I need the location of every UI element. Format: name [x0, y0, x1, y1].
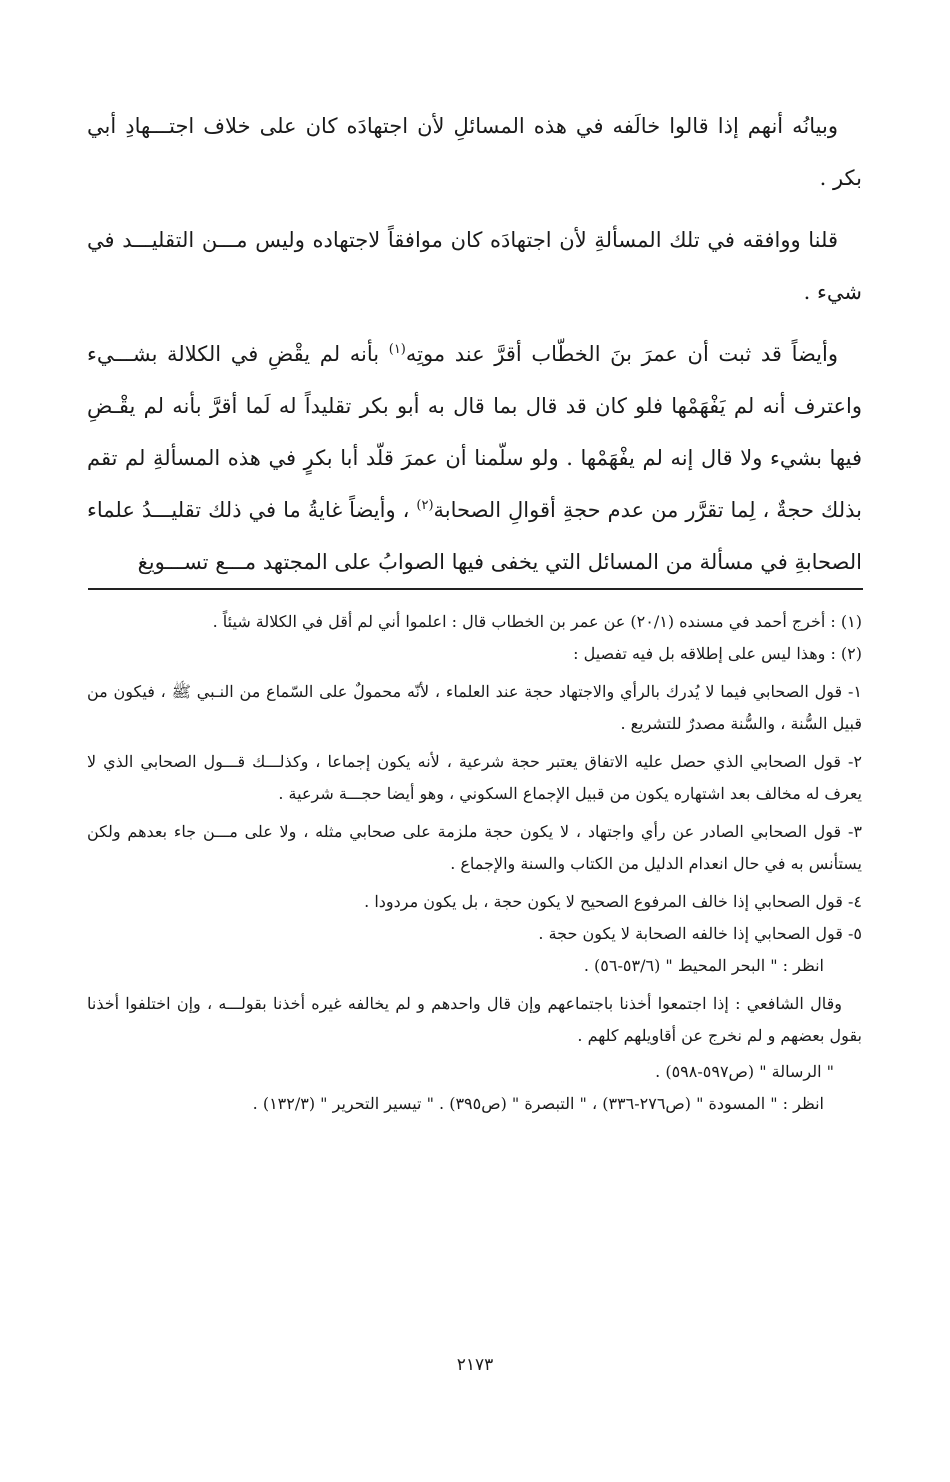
footnote-ref-1: (١) — [388, 342, 406, 357]
paragraph-1-text: وبيانُه أنهم إذا قالوا خالَفه في هذه المسائلِ لأن اجتهادَه كان على خلاف اجتـــهادِ أبي بكر . — [87, 114, 862, 190]
footnote-2: (٢) : وهذا ليس على إطلاقه بل فيه تفصيل : — [573, 644, 862, 663]
main-text — [87, 100, 862, 598]
paragraph-2 — [87, 214, 862, 318]
footnote-1: (١) : أخرج أحمد في مسنده (٢٠/١) عن عمر بن الخطاب قال : اعلموا أني لم أقل في الكلالة شيئاً . — [212, 612, 862, 631]
footnote-item-3: ٣- قول الصحابي الصادر عن رأي واجتهاد ، لا يكون حجة ملزمة على صحابي مثله ، ولا على مـــن جاء بعدهم ولكن يستأنس به في حال انعدام الدليل من الكتاب والسنة والإجماع . — [87, 822, 862, 873]
footnote-shafii-text: وقال الشافعي : إذا اجتمعوا أخذنا باجتماعهم وإن قال واحدهم و لم يخالفه غيره أخذنا بقولـــه ، وإن اختلفوا أخذنا بقول بعضهم و لم نخرج عن أقاويلهم كلهم . — [87, 994, 862, 1045]
paragraph-3-text-a: وأيضاً قد ثبت أن عمرَ بنَ الخطّاب أقرَّ عند موتِه — [405, 342, 838, 366]
footnote-risala-ref: " الرسالة " (ص٥٩٧-٥٩٨) . — [655, 1062, 834, 1081]
footnote-reference-1: انظر : " البحر المحيط " (٥٣/٦-٥٦) . — [583, 956, 824, 975]
footnote-ref-2: (٢) — [416, 498, 434, 513]
paragraph-2-text: قلنا ووافقه في تلك المسألةِ لأن اجتهادَه كان موافقاً لاجتهاده وليس مـــن التقليـــد في شيء . — [87, 228, 862, 304]
footnote-item-4: ٤- قول الصحابي إذا خالف المرفوع الصحيح لا يكون حجة ، بل يكون مردودا . — [364, 892, 862, 911]
paragraph-3-text-c: ، وأيضاً غايةُ ما في ذلك تقليـــدُ علماء الصحابةِ في مسألة من المسائل التي يخفى فيها الصوابُ على المجتهد مـــع تســـويغ — [87, 498, 862, 574]
paragraph-3-text-b: بأنه لم يقْضِ في الكلالة بشـــيء واعترف أنه لم يَفْهَمْها فلو كان قد قال بما قال به أبو بكر تقليداً له لَما أقرَّ بأنه لم يقْـضِ فيها بشيء ولا قال إنه لم يفْهَمْها . ولو سلّمنا أن عمرَ قلّد أبا بكرٍ في هذه المسألةِ لم تقم بذلك حجةٌ ، لِما تقرَّر من عدم حجةِ أقوالِ الصحابة — [87, 342, 862, 522]
paragraph-3 — [87, 328, 862, 588]
page-number: ٢١٧٣ — [456, 1355, 494, 1375]
footnotes — [87, 606, 862, 1120]
footnote-reference-2: انظر : " المسودة " (ص٢٧٦-٣٣٦) ، " التبصرة " (ص٣٩٥) . " تيسير التحرير " (١٣٢/٣) . — [252, 1094, 824, 1113]
footnote-divider — [88, 588, 863, 590]
footnote-item-5: ٥- قول الصحابي إذا خالفه الصحابة لا يكون حجة . — [538, 924, 862, 943]
footnote-shafii-quote — [87, 988, 862, 1052]
footnote-item-2: ٢- قول الصحابي الذي حصل عليه الاتفاق يعتبر حجة شرعية ، لأنه يكون إجماعا ، وكذلـــك قـــول الصحابي الذي لا يعرف له مخالف بعد اشتهاره يكون من قبيل الإجماع السكوني ، وهو أيضا حجـــة شرعية . — [87, 752, 862, 803]
paragraph-1 — [87, 100, 862, 204]
footnote-item-1: ١- قول الصحابي فيما لا يُدرك بالرأي والاجتهاد حجة عند العلماء ، لأنّه محمولٌ على السّماع من النـبي ﷺ ، فيكون من قبيل السُّنة ، والسُّنة مصدرٌ للتشريع . — [87, 682, 863, 733]
